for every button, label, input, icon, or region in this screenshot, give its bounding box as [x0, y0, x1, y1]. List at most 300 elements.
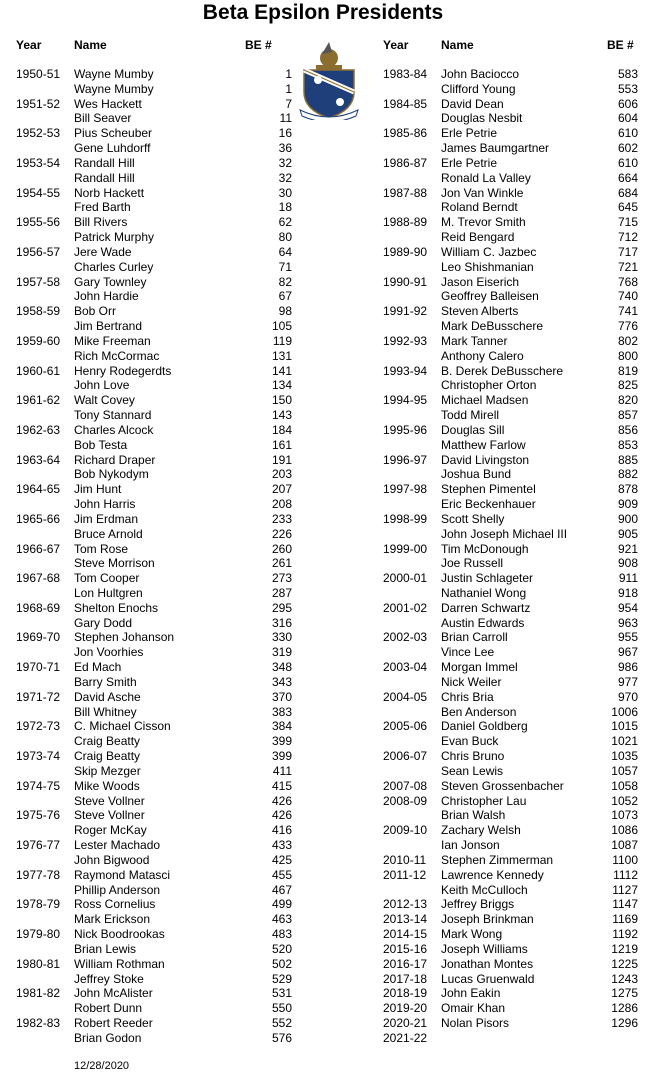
be-number-cell: 802 [617, 333, 638, 348]
table-row [383, 67, 643, 82]
table-row [16, 141, 296, 156]
year-cell: 2021-22 [383, 1030, 428, 1045]
be-number-cell: 98 [278, 304, 292, 319]
table-row [383, 645, 643, 660]
name-cell: C. Michael Cisson [74, 719, 171, 734]
year-cell: 1983-84 [383, 67, 428, 81]
table-row [383, 897, 643, 912]
table-row [383, 779, 643, 794]
be-number-cell: 531 [271, 986, 292, 1001]
year-cell: 2019-20 [383, 1001, 428, 1016]
year-cell: 1961-62 [16, 393, 61, 408]
name-cell: Joseph Williams [441, 941, 528, 956]
name-cell: Wes Hackett [74, 96, 142, 111]
table-row [383, 275, 643, 290]
table-row [383, 883, 643, 898]
be-number-cell: 1086 [611, 823, 638, 838]
name-cell: Mike Woods [74, 778, 140, 793]
table-row [383, 408, 643, 423]
name-cell: Ed Mach [74, 660, 122, 675]
year-cell: 1993-94 [383, 363, 428, 378]
be-number-cell: 18 [278, 200, 292, 215]
table-row [16, 200, 296, 215]
name-cell: Jeffrey Stoke [74, 971, 144, 986]
be-number-cell: 273 [271, 571, 292, 586]
table-row [16, 364, 296, 379]
name-cell: Ronald La Valley [441, 170, 531, 185]
table-row [383, 393, 643, 408]
table-row [383, 957, 643, 972]
name-cell: Stephen Pimentel [441, 482, 536, 497]
be-number-cell: 967 [617, 645, 638, 660]
be-number-cell: 1 [285, 81, 292, 96]
be-number-cell: 399 [271, 749, 292, 764]
table-row [16, 1001, 296, 1016]
be-number-cell: 1275 [611, 986, 638, 1001]
be-number-cell: 433 [271, 838, 292, 853]
year-cell: 1967-68 [16, 571, 61, 586]
be-number-cell: 977 [617, 674, 638, 689]
table-row [16, 97, 296, 112]
be-number-cell: 119 [272, 333, 292, 348]
table-row [16, 616, 296, 631]
name-cell: Ross Cornelius [74, 897, 156, 912]
name-cell: Christopher Orton [441, 378, 537, 393]
name-cell: Tom Cooper [74, 571, 140, 586]
name-cell: Gary Dodd [74, 615, 133, 630]
name-cell: James Baumgartner [441, 141, 550, 156]
be-number-cell: 411 [272, 763, 292, 778]
be-number-cell: 1035 [611, 749, 638, 764]
be-number-cell: 208 [271, 497, 292, 512]
name-cell: Richard Draper [74, 452, 156, 467]
year-cell: 2008-09 [383, 793, 428, 808]
name-cell: Geoffrey Balleisen [441, 289, 539, 304]
name-cell: Todd Mirell [441, 408, 500, 423]
be-number-cell: 233 [271, 511, 292, 526]
name-cell: Erle Petrie [441, 126, 498, 141]
table-row [383, 438, 643, 453]
be-number-cell: 134 [271, 378, 292, 393]
name-cell: Steve Vollner [74, 808, 145, 823]
table-row [16, 349, 296, 364]
year-cell: 1968-69 [16, 600, 61, 615]
year-cell: 2003-04 [383, 660, 428, 675]
name-cell: Jim Erdman [74, 511, 139, 526]
name-cell: Matthew Farlow [441, 437, 526, 452]
table-row [383, 927, 643, 942]
be-number-cell: 664 [617, 170, 638, 185]
name-cell: Justin Schlageter [441, 571, 534, 586]
be-number-cell: 150 [271, 393, 292, 408]
table-row [383, 245, 643, 260]
be-number-cell: 7 [285, 96, 292, 111]
be-number-cell: 184 [271, 422, 292, 437]
year-cell: 2014-15 [383, 927, 428, 942]
be-number-cell: 882 [617, 467, 638, 482]
be-number-cell: 1073 [611, 808, 638, 823]
year-cell: 2001-02 [383, 600, 428, 615]
be-number-cell: 416 [271, 823, 292, 838]
name-cell: Stephen Johanson [74, 630, 175, 645]
be-number-cell: 1296 [611, 1016, 638, 1030]
be-number-cell: 32 [278, 170, 292, 185]
be-number-cell: 1052 [611, 793, 638, 808]
year-cell: 2017-18 [383, 971, 428, 986]
year-header-right: Year [383, 38, 409, 52]
name-cell: Charles Alcock [74, 422, 154, 437]
name-cell: Gene Luhdorff [74, 141, 151, 156]
document-date: 12/28/2020 [74, 1060, 130, 1072]
name-cell: Skip Mezger [74, 763, 141, 778]
be-number-cell: 604 [617, 111, 638, 126]
be-number-cell: 1192 [612, 927, 638, 942]
year-cell: 1987-88 [383, 185, 428, 200]
name-cell: Wayne Mumby [74, 67, 154, 81]
be-number-cell: 900 [617, 511, 638, 526]
table-row [16, 690, 296, 705]
year-cell: 2009-10 [383, 823, 428, 838]
name-cell: Bill Rivers [74, 215, 128, 230]
name-cell: Brian Walsh [441, 808, 506, 823]
table-row [16, 319, 296, 334]
table-row [16, 467, 296, 482]
name-cell: Randall Hill [74, 170, 135, 185]
name-cell: David Dean [441, 96, 504, 111]
name-cell: Gary Townley [74, 274, 147, 289]
year-cell: 1957-58 [16, 274, 61, 289]
be-number-cell: 963 [617, 615, 638, 630]
be-number-cell: 502 [271, 956, 292, 971]
year-cell: 1980-81 [16, 956, 61, 971]
name-cell: Rich McCormac [74, 348, 160, 363]
be-number-cell: 712 [617, 230, 638, 245]
name-cell: B. Derek DeBusschere [441, 363, 564, 378]
table-row [16, 186, 296, 201]
be-number-cell: 819 [617, 363, 638, 378]
table-row [383, 630, 643, 645]
table-row [383, 467, 643, 482]
table-row [16, 230, 296, 245]
be-number-cell: 856 [617, 422, 638, 437]
name-cell: Chris Bruno [441, 749, 505, 764]
table-row [16, 304, 296, 319]
be-number-cell: 606 [617, 96, 638, 111]
year-cell: 1977-78 [16, 867, 61, 882]
table-row [383, 156, 643, 171]
name-cell: John McAlister [74, 986, 153, 1001]
be-number-cell: 825 [617, 378, 638, 393]
name-header-left: Name [74, 38, 107, 52]
be-number-cell: 36 [278, 141, 292, 156]
year-cell: 1965-66 [16, 511, 61, 526]
year-cell: 2011-12 [383, 867, 427, 882]
name-cell: John Harris [74, 497, 136, 512]
name-cell: Bob Testa [74, 437, 128, 452]
be-number-cell: 908 [617, 556, 638, 571]
year-cell: 1981-82 [16, 986, 61, 1001]
name-cell: Jim Bertrand [74, 319, 143, 334]
be-number-cell: 1112 [613, 867, 638, 882]
name-cell: John Love [74, 378, 130, 393]
be-number-cell: 1015 [611, 719, 638, 734]
table-row [16, 571, 296, 586]
be-number-cell: 161 [271, 437, 292, 452]
be-number-cell: 62 [278, 215, 292, 230]
year-cell: 1999-00 [383, 541, 428, 556]
name-cell: Walt Covey [74, 393, 135, 408]
name-cell: Douglas Sill [441, 422, 505, 437]
be-number-cell: 610 [617, 126, 638, 141]
left-column [16, 67, 296, 1046]
name-cell: Steve Morrison [74, 556, 155, 571]
table-row [383, 942, 643, 957]
table-row [383, 1031, 643, 1046]
name-cell: Joshua Bund [441, 467, 512, 482]
year-cell: 2000-01 [383, 571, 428, 586]
be-header-right: BE # [607, 38, 634, 52]
be-number-cell: 207 [271, 482, 292, 497]
table-row [16, 378, 296, 393]
be-number-cell: 911 [618, 571, 638, 586]
year-cell: 2018-19 [383, 986, 428, 1001]
be-number-cell: 64 [278, 244, 292, 259]
table-row [383, 171, 643, 186]
name-cell: Scott Shelly [441, 511, 505, 526]
table-row [16, 245, 296, 260]
table-row [16, 853, 296, 868]
year-header-left: Year [16, 38, 42, 52]
year-cell: 1966-67 [16, 541, 61, 556]
table-row [383, 453, 643, 468]
be-number-cell: 717 [617, 244, 638, 259]
be-number-cell: 878 [617, 482, 638, 497]
table-row [383, 808, 643, 823]
table-row [16, 512, 296, 527]
year-cell: 1952-53 [16, 126, 61, 141]
name-cell: Joe Russell [441, 556, 504, 571]
name-cell: Steven Grossenbacher [441, 778, 564, 793]
be-number-cell: 741 [617, 304, 638, 319]
table-row [16, 986, 296, 1001]
table-row [383, 690, 643, 705]
be-number-cell: 71 [278, 259, 292, 274]
name-cell: Raymond Matasci [74, 867, 171, 882]
be-number-cell: 316 [271, 615, 292, 630]
table-row [383, 482, 643, 497]
table-row [16, 393, 296, 408]
name-cell: Mark DeBusschere [441, 319, 544, 334]
right-column [383, 67, 643, 1046]
name-cell: Brian Carroll [441, 630, 508, 645]
table-row [16, 660, 296, 675]
be-number-cell: 955 [617, 630, 638, 645]
table-row [383, 794, 643, 809]
table-row [16, 275, 296, 290]
be-number-cell: 602 [617, 141, 638, 156]
name-cell: Brian Godon [74, 1030, 142, 1045]
be-number-cell: 384 [271, 719, 292, 734]
be-number-cell: 287 [271, 585, 292, 600]
be-number-cell: 131 [271, 348, 292, 363]
be-number-cell: 463 [271, 912, 292, 927]
be-number-cell: 921 [617, 541, 638, 556]
table-row [16, 423, 296, 438]
name-cell: Nick Weiler [441, 674, 502, 689]
name-cell: Steve Vollner [74, 793, 145, 808]
be-number-cell: 905 [617, 526, 638, 541]
table-row [383, 542, 643, 557]
name-cell: Mark Tanner [441, 333, 508, 348]
table-row [16, 719, 296, 734]
name-cell: Lucas Gruenwald [441, 971, 535, 986]
be-number-cell: 399 [271, 734, 292, 749]
be-number-cell: 319 [271, 645, 292, 660]
year-cell: 1979-80 [16, 927, 61, 942]
name-cell: Randall Hill [74, 155, 135, 170]
name-cell: Eric Beckenhauer [441, 497, 536, 512]
year-cell: 1953-54 [16, 155, 61, 170]
table-row [383, 705, 643, 720]
table-row [16, 111, 296, 126]
table-row [383, 838, 643, 853]
table-row [16, 556, 296, 571]
name-cell: William Rothman [74, 956, 165, 971]
name-cell: Jeffrey Briggs [441, 897, 515, 912]
name-cell: Tim McDonough [441, 541, 529, 556]
name-cell: Mark Erickson [74, 912, 151, 927]
be-number-cell: 529 [271, 971, 292, 986]
name-cell: Pius Scheuber [74, 126, 153, 141]
table-row [16, 453, 296, 468]
year-cell: 1950-51 [16, 67, 61, 81]
be-number-cell: 1147 [612, 897, 638, 912]
be-number-cell: 552 [271, 1016, 292, 1030]
table-row [383, 304, 643, 319]
be-number-cell: 1057 [611, 763, 638, 778]
be-number-cell: 260 [271, 541, 292, 556]
name-cell: Craig Beatty [74, 749, 141, 764]
table-row [383, 423, 643, 438]
name-cell: Norb Hackett [74, 185, 145, 200]
be-number-cell: 143 [271, 408, 292, 423]
name-cell: Bill Whitney [74, 704, 137, 719]
be-number-cell: 425 [271, 852, 292, 867]
be-number-cell: 1006 [611, 704, 638, 719]
year-cell: 1969-70 [16, 630, 61, 645]
table-row [16, 868, 296, 883]
table-row [16, 542, 296, 557]
year-cell: 1963-64 [16, 452, 61, 467]
name-cell: Brian Lewis [74, 941, 137, 956]
name-cell: John Hardie [74, 289, 139, 304]
name-cell: Clifford Young [441, 81, 516, 96]
table-row [16, 1031, 296, 1046]
be-number-cell: 343 [271, 674, 292, 689]
name-cell: Robert Reeder [74, 1016, 153, 1030]
be-number-cell: 909 [617, 497, 638, 512]
be-number-cell: 800 [617, 348, 638, 363]
be-number-cell: 740 [617, 289, 638, 304]
name-cell: Bob Orr [74, 304, 117, 319]
year-cell: 1976-77 [16, 838, 61, 853]
name-cell: Evan Buck [441, 734, 499, 749]
be-number-cell: 1087 [611, 838, 638, 853]
name-cell: Phillip Anderson [74, 882, 161, 897]
table-row [383, 97, 643, 112]
name-cell: Charles Curley [74, 259, 154, 274]
year-cell: 1986-87 [383, 155, 428, 170]
be-number-cell: 768 [617, 274, 638, 289]
be-number-cell: 32 [278, 155, 292, 170]
name-cell: Jon Voorhies [74, 645, 144, 660]
name-cell: Nathaniel Wong [441, 585, 527, 600]
table-row [383, 556, 643, 571]
name-cell: Nolan Pisors [441, 1016, 510, 1030]
be-number-cell: 576 [271, 1030, 292, 1045]
year-cell: 1994-95 [383, 393, 428, 408]
name-cell: Mike Freeman [74, 333, 151, 348]
be-number-cell: 721 [617, 259, 638, 274]
be-number-cell: 853 [617, 437, 638, 452]
year-cell: 1954-55 [16, 185, 61, 200]
name-cell: Leo Shishmanian [441, 259, 534, 274]
table-row [16, 883, 296, 898]
be-number-cell: 1169 [612, 912, 638, 927]
be-header-left: BE # [245, 38, 272, 52]
year-cell: 1982-83 [16, 1016, 61, 1030]
table-row [16, 438, 296, 453]
table-row [383, 497, 643, 512]
name-cell: Lawrence Kennedy [441, 867, 544, 882]
name-cell: David Livingston [441, 452, 530, 467]
be-number-cell: 82 [278, 274, 292, 289]
table-row [16, 289, 296, 304]
name-cell: Jere Wade [74, 244, 132, 259]
be-number-cell: 610 [617, 155, 638, 170]
be-number-cell: 226 [271, 526, 292, 541]
year-cell: 1989-90 [383, 244, 428, 259]
table-row [383, 1001, 643, 1016]
table-row [383, 868, 643, 883]
table-row [383, 749, 643, 764]
year-cell: 1975-76 [16, 808, 61, 823]
year-cell: 1992-93 [383, 333, 428, 348]
name-cell: William C. Jazbec [441, 244, 537, 259]
name-cell: Bruce Arnold [74, 526, 143, 541]
be-number-cell: 885 [617, 452, 638, 467]
year-cell: 1996-97 [383, 452, 428, 467]
name-cell: Anthony Calero [441, 348, 524, 363]
table-row [383, 126, 643, 141]
table-row [16, 215, 296, 230]
name-cell: Morgan Immel [441, 660, 518, 675]
name-cell: Wayne Mumby [74, 81, 154, 96]
year-cell: 1997-98 [383, 482, 428, 497]
table-row [383, 986, 643, 1001]
be-number-cell: 520 [271, 941, 292, 956]
table-row [16, 957, 296, 972]
table-row [383, 616, 643, 631]
be-number-cell: 105 [271, 319, 292, 334]
table-row [383, 230, 643, 245]
table-row [383, 319, 643, 334]
be-number-cell: 776 [617, 319, 638, 334]
table-row [383, 527, 643, 542]
name-cell: John Baciocco [441, 67, 520, 81]
table-row [383, 111, 643, 126]
be-number-cell: 203 [271, 467, 292, 482]
